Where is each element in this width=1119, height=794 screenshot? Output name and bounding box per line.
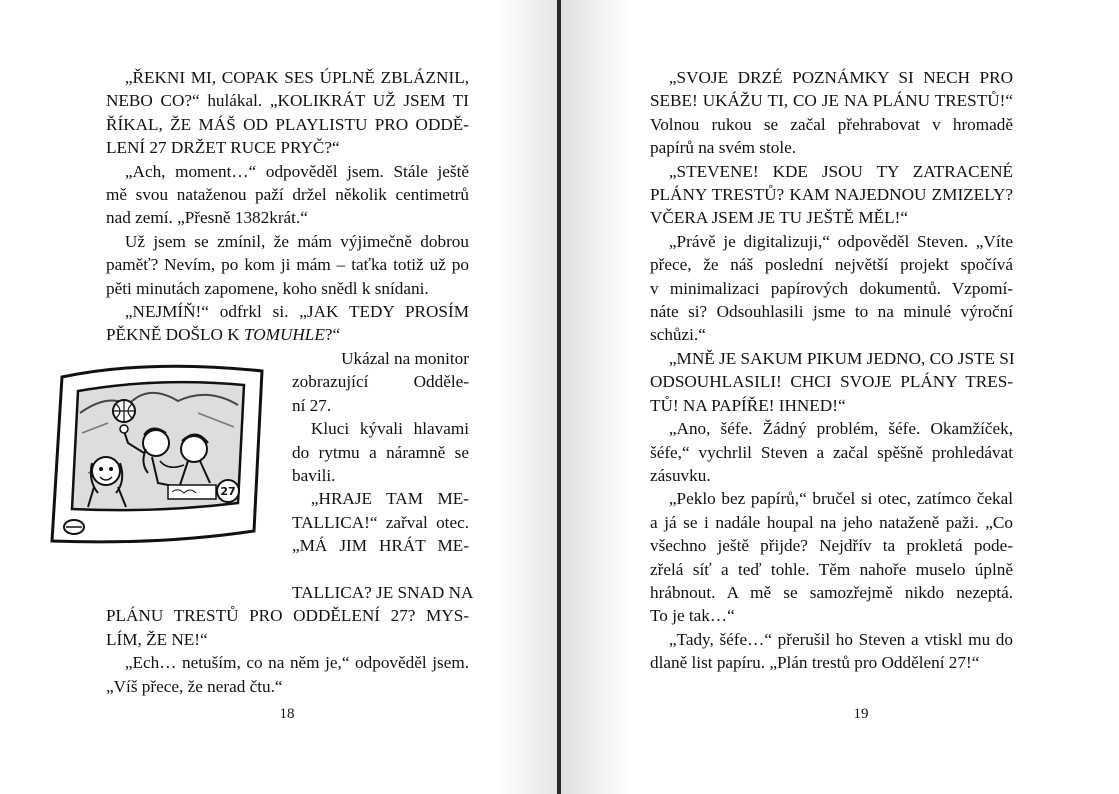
text-line: TALLICA? JE SNAD NA [292, 582, 474, 602]
text-line: schůzi.“ [650, 325, 706, 345]
text-line: „Tady, šéfe…“ přerušil ho Steven a vtiskl mu do [668, 629, 1013, 649]
text-line: LÍM, ŽE NE!“ [106, 629, 208, 649]
text-line: „MNĚ JE SAKUM PIKUM JEDNO, CO JSTE SI [668, 348, 1015, 368]
text-line: „HRAJE TAM ME- [310, 489, 469, 509]
text-line: náte si? Odsouhlasili jsme to na minulé výroční [650, 302, 1013, 322]
text-line: SEBE! UKÁŽU TI, CO JE NA PLÁNU TRESTŮ!“ [650, 91, 1013, 111]
left-page-text [106, 66, 474, 698]
text-line: šéfe,“ vychrlil Steven a začal spěšně prohledávat [650, 442, 1013, 462]
text-line: pěti minutách zapomene, koho snědl k snídani. [106, 278, 429, 298]
text-line: bavili. [292, 465, 336, 485]
text-line: zásuvku. [650, 465, 711, 485]
text-line: ODSOUHLASILI! CHCI SVOJE PLÁNY TRES- [650, 372, 1013, 392]
text-line: nad zemí. „Přesně 1382krát.“ [106, 208, 308, 228]
text-line: VČERA JSEM JE TU JEŠTĚ MĚL!“ [650, 208, 908, 228]
text-line: „Ano, šéfe. Žádný problém, šéfe. Okamžíček, [668, 419, 1013, 439]
text-line: TŮ! NA PAPÍŘE! IHNED!“ [650, 395, 846, 415]
text-line: TALLICA!“ zařval otec. [292, 512, 469, 532]
text-line: PLÁNY TRESTŮ? KAM NAJEDNOU ZMIZELY? [650, 185, 1013, 205]
text-line: „STEVENE! KDE JSOU TY ZATRACENÉ [668, 161, 1013, 181]
text-line: Kluci kývali hlavami [310, 419, 469, 439]
text-line: zřelá síť a teď tohle. Těm nahoře muselo úplně [650, 559, 1013, 579]
text-line: v minimalizaci papírových dokumentů. Vzpomí- [650, 278, 1013, 298]
text-line: „NEJMÍŇ!“ odfrkl si. „JAK TEDY PROSÍM [124, 302, 469, 322]
text-line [106, 323, 469, 346]
text-line: ŘÍKAL, ŽE MÁŠ OD PLAYLISTU PRO ODDĚ- [106, 114, 469, 134]
italic-word: TOMUHLE [243, 325, 325, 345]
page-number: 19 [853, 706, 869, 722]
text-line: ní 27. [292, 395, 332, 415]
text-line: všechno ještě přijde? Nejdřív ta prokletá pode- [650, 536, 1013, 556]
text-line: „SVOJE DRZÉ POZNÁMKY SI NECH PRO [668, 68, 1013, 87]
text-line: Volnou rukou se začal přehrabovat v hromadě [650, 114, 1013, 134]
text-line: dlaně list papíru. „Plán trestů pro Oddělení 27!“ [650, 653, 980, 673]
text-line: NEBO CO?“ hulákal. „KOLIKRÁT UŽ JSEM TI [106, 91, 469, 111]
text-line: „Ach, moment…“ odpověděl jsem. Stále ještě [124, 161, 469, 181]
monitor-illustration [48, 353, 268, 573]
left-page [0, 0, 558, 794]
text-line: papírů na svém stole. [650, 138, 797, 158]
text-line: paměť? Nevím, po kom ji mám – taťka totiž už po [106, 255, 469, 275]
text-line: „Peklo bez papírů,“ bručel si otec, zatímco čekal [668, 489, 1013, 509]
text-line: PLÁNU TRESTŮ PRO ODDĚLENÍ 27? MYS- [106, 606, 469, 626]
text-line: Ukázal na monitor [341, 348, 469, 368]
right-page-text [650, 66, 1013, 675]
gutter-shadow [498, 0, 558, 794]
text-line: zobrazující Odděle- [292, 372, 469, 392]
text-line: přece, že náš poslední největší projekt spočívá [650, 255, 1013, 275]
wrap-text [292, 347, 469, 558]
text-line: „Víš přece, že nerad čtu.“ [106, 676, 283, 696]
illustration-wrap-area [106, 347, 469, 581]
text-fragment: ?“ [324, 325, 341, 345]
text-line: „ŘEKNI MI, COPAK SES ÚPLNĚ ZBLÁZNIL, [124, 68, 469, 87]
text-line: „MÁ JIM HRÁT ME- [292, 536, 469, 556]
text-line: LENÍ 27 DRŽET RUCE PRYČ?“ [106, 138, 340, 158]
text-line: Už jsem se zmínil, že mám výjimečně dobrou [124, 231, 469, 251]
text-line: „Ech… netuším, co na něm je,“ odpověděl jsem. [124, 653, 469, 673]
text-line: mě svou nataženou paží držel několik centimetrů [106, 185, 469, 205]
page-number: 18 [279, 706, 295, 722]
text-line: a já se i nadále houpal na jeho nataženě paži. „Co [650, 512, 1013, 532]
text-line: do rytmu a náramně se [292, 442, 469, 462]
gutter-shadow [561, 0, 631, 794]
text-fragment: PĚKNĚ DOŠLO K [106, 325, 244, 345]
monitor-label: 27 [220, 484, 236, 498]
text-line: „Právě je digitalizuji,“ odpověděl Steven. „Víte [668, 231, 1013, 251]
text-line: hrábnout. A mě se samozřejmě nikdo nezeptá. [650, 582, 1013, 602]
right-page [561, 0, 1119, 794]
text-line: To je tak…“ [650, 606, 735, 626]
